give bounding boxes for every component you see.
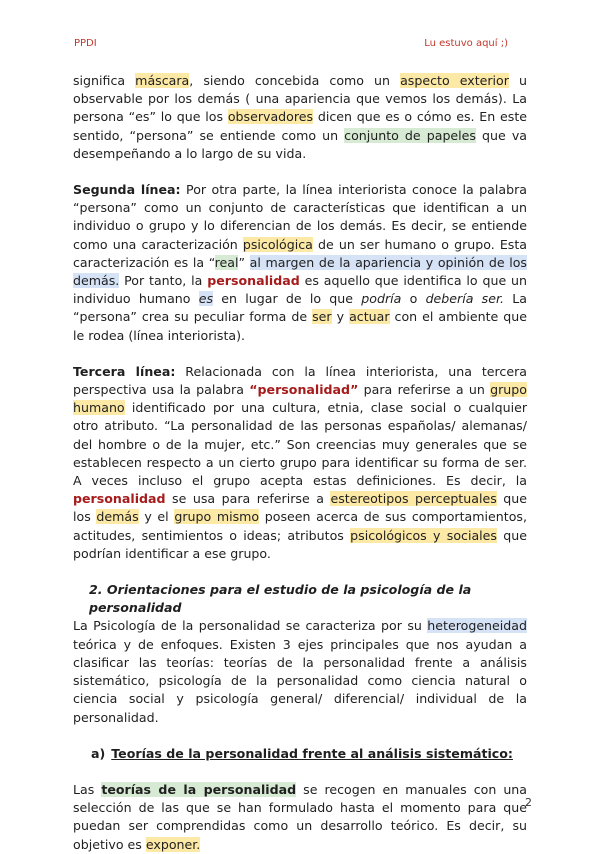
highlight: grupo mismo — [174, 509, 260, 525]
header-right: Lu estuvo aquí ;) — [424, 38, 508, 49]
paragraph-tercera-linea: Tercera línea: Relacionada con la línea interiorista, una tercera perspectiva usa la palabra “personalidad” para referirse a un grupo humano identificado por una cultura, etnia, clase social o cualquier otro atributo. “La personalidad de las personas españolas/ alemanas/ del hombre o de la mujer, etc.” Son creencias muy generales que se establecen respecto a un cierto grupo para identificar su forma de ser. A veces incluso el grupo acepta estas definiciones. Es decir, la personalidad se usa para referirse a estereotipos perceptuales que los demás y el grupo mismo poseen acerca de sus comportamientos, actitudes, sentimientos o ideas; atributos psicológicos y sociales que podrían identificar a ese grupo. — [73, 363, 527, 561]
highlight: conjunto de papeles — [344, 127, 476, 143]
highlight: teorías de la personalidad — [101, 781, 297, 797]
emphasis-red: personalidad — [73, 491, 166, 507]
highlight: grupo humano — [73, 382, 527, 416]
paragraph-label: Tercera línea: — [73, 363, 176, 379]
subsection-heading — [91, 745, 527, 763]
header-left: PPDI — [74, 38, 97, 49]
paragraph-segunda-linea: Segunda línea: Por otra parte, la línea interiorista conoce la palabra “persona” como un conjunto de características que identifican a un individuo o grupo y lo diferencian de los demás. Es decir, se entiende como una caracterización psicológica de un ser humano o grupo. Esta caracterización es la “real” al margen de la apariencia y opinión de los demás. Por tanto, la personalidad es aquello que identifica lo que un individuo humano es en lugar de lo que podría o debería ser. La “persona” crea su peculiar forma de ser y actuar con el ambiente que le rodea (línea interiorista). — [73, 182, 528, 343]
section-heading: 2. Orientaciones para el estudio de la psicología de la personalidad — [89, 582, 472, 616]
subsection-title: Teorías de la personalidad frente al análisis sistemático: — [111, 745, 513, 761]
emphasis-red: “personalidad” — [249, 382, 359, 398]
document-body — [73, 72, 527, 854]
highlight: al margen de la apariencia y opinión de los demás. — [73, 254, 527, 289]
highlight: exponer. — [145, 836, 201, 852]
emphasis-red: personalidad — [207, 273, 300, 289]
highlight: aspecto exterior — [400, 73, 509, 88]
highlight: es — [198, 291, 214, 307]
highlight: observadores — [227, 109, 314, 125]
highlight: demás — [96, 509, 139, 525]
highlight: actuar — [349, 309, 390, 325]
paragraph-teorias: Las teorías de la personalidad se recogen en manuales con una selección de las que se han formulado hasta el momento para que puedan ser comprendidas como un desarrollo teórico. Es decir, su objetivo es exponer. — [73, 781, 527, 852]
paragraph-label: Segunda línea: — [73, 182, 181, 198]
highlight: real — [214, 254, 239, 270]
paragraph-persona: significa máscara, siendo concebida como un aspecto exterior u observable por los demás ( una apariencia que vemos los demás). La persona “es” lo que los observadores dicen que es o cómo es. En este sentido, “persona” se entiende como un conjunto de papeles que va desempeñando a lo largo de su vida. — [73, 73, 528, 161]
highlight: psicológica — [242, 236, 313, 252]
highlight: ser — [312, 309, 332, 325]
page-number: 2 — [525, 796, 532, 809]
highlight: estereotipos perceptuales — [330, 491, 497, 507]
highlight: psicológicos y sociales — [350, 527, 497, 543]
paragraph-orientaciones: La Psicología de la personalidad se caracteriza por su heterogeneidad teórica y de enfoques. Existen 3 ejes principales que nos ayudan a clasificar las teorías: teorías de la personalidad frente a análisis sistemático, psicología de la personalidad como ciencia natural o ciencia social y psicología general/ diferencial/ individual de la personalidad. — [73, 618, 527, 725]
subsection-label: a) — [91, 745, 106, 761]
highlight: máscara — [135, 73, 190, 88]
highlight: heterogeneidad — [427, 618, 527, 634]
